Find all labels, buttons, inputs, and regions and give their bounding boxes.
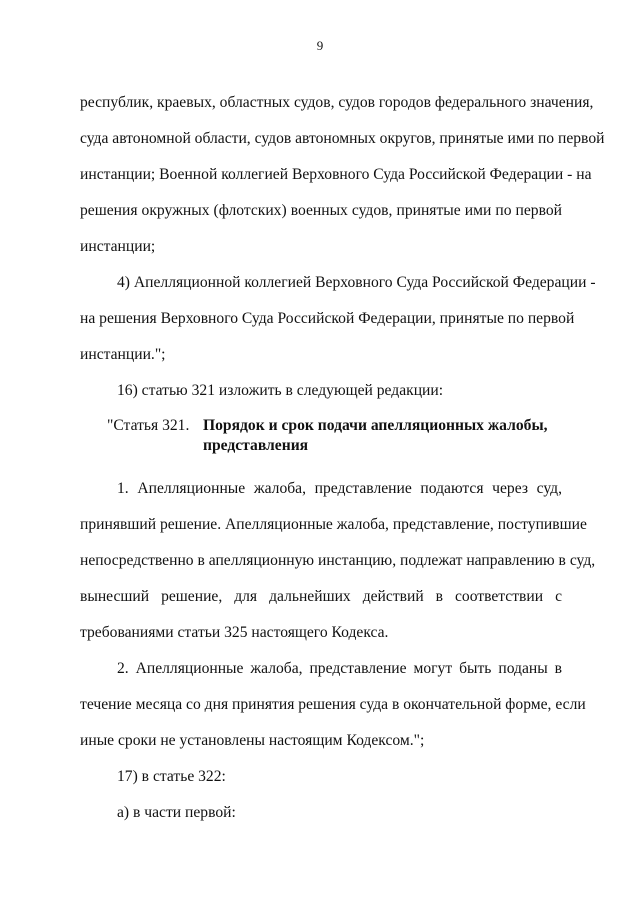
text-line: инстанции."; [80,346,166,363]
text-line: республик, краевых, областных судов, судов городов федерального значения, [80,94,594,111]
text-line: иные сроки не установлены настоящим Кодексом."; [80,732,425,749]
article-title-line: представления [203,437,309,454]
article-heading [80,416,562,464]
text-line: 4) Апелляционной коллегией Верховного Суда Российской Федерации - [117,274,596,291]
article-title-line: Порядок и срок подачи апелляционных жалобы, [203,417,548,434]
text-line: инстанции; Военной коллегией Верховного Суда Российской Федерации - на [80,166,592,183]
article-clause-1 [80,476,596,656]
text-line: 17) в статье 322: [117,768,226,785]
text-line: решения окружных (флотских) военных судов, принятые ими по первой [80,202,562,219]
text-line: на решения Верховного Суда Российской Федерации, принятые по первой [80,310,575,327]
text-line: а) в части первой: [117,804,236,821]
text-line: принявший решение. Апелляционные жалоба, представление, поступившие [80,516,587,533]
paragraph-continuation [80,90,605,270]
text-line: суда автономной области, судов автономных округов, принятые ими по первой [80,130,605,147]
text-line: 16) статью 321 изложить в следующей редакции: [117,382,444,399]
text-line: вынесший решение, для дальнейших действий в соответствии с [80,588,562,605]
paragraph-item-4 [80,270,596,378]
text-line: требованиями статьи 325 настоящего Кодекса. [80,624,389,641]
paragraph-item-17 [80,764,562,800]
text-line: 2. Апелляционные жалоба, представление могут быть поданы в [117,660,562,677]
text-line: течение месяца со дня принятия решения суда в окончательной форме, если [80,696,586,713]
article-clause-2 [80,656,586,764]
page-number: 9 [316,38,324,53]
text-line: непосредственно в апелляционную инстанцию, подлежат направлению в суд, [80,552,596,569]
text-line: 1. Апелляционные жалоба, представление подаются через суд, [117,480,562,497]
text-line: инстанции; [80,238,156,255]
paragraph-item-a [80,800,562,836]
document-body [80,90,605,836]
paragraph-item-16 [80,378,562,414]
article-label: "Статья 321. [107,417,190,434]
article-title [203,416,548,456]
